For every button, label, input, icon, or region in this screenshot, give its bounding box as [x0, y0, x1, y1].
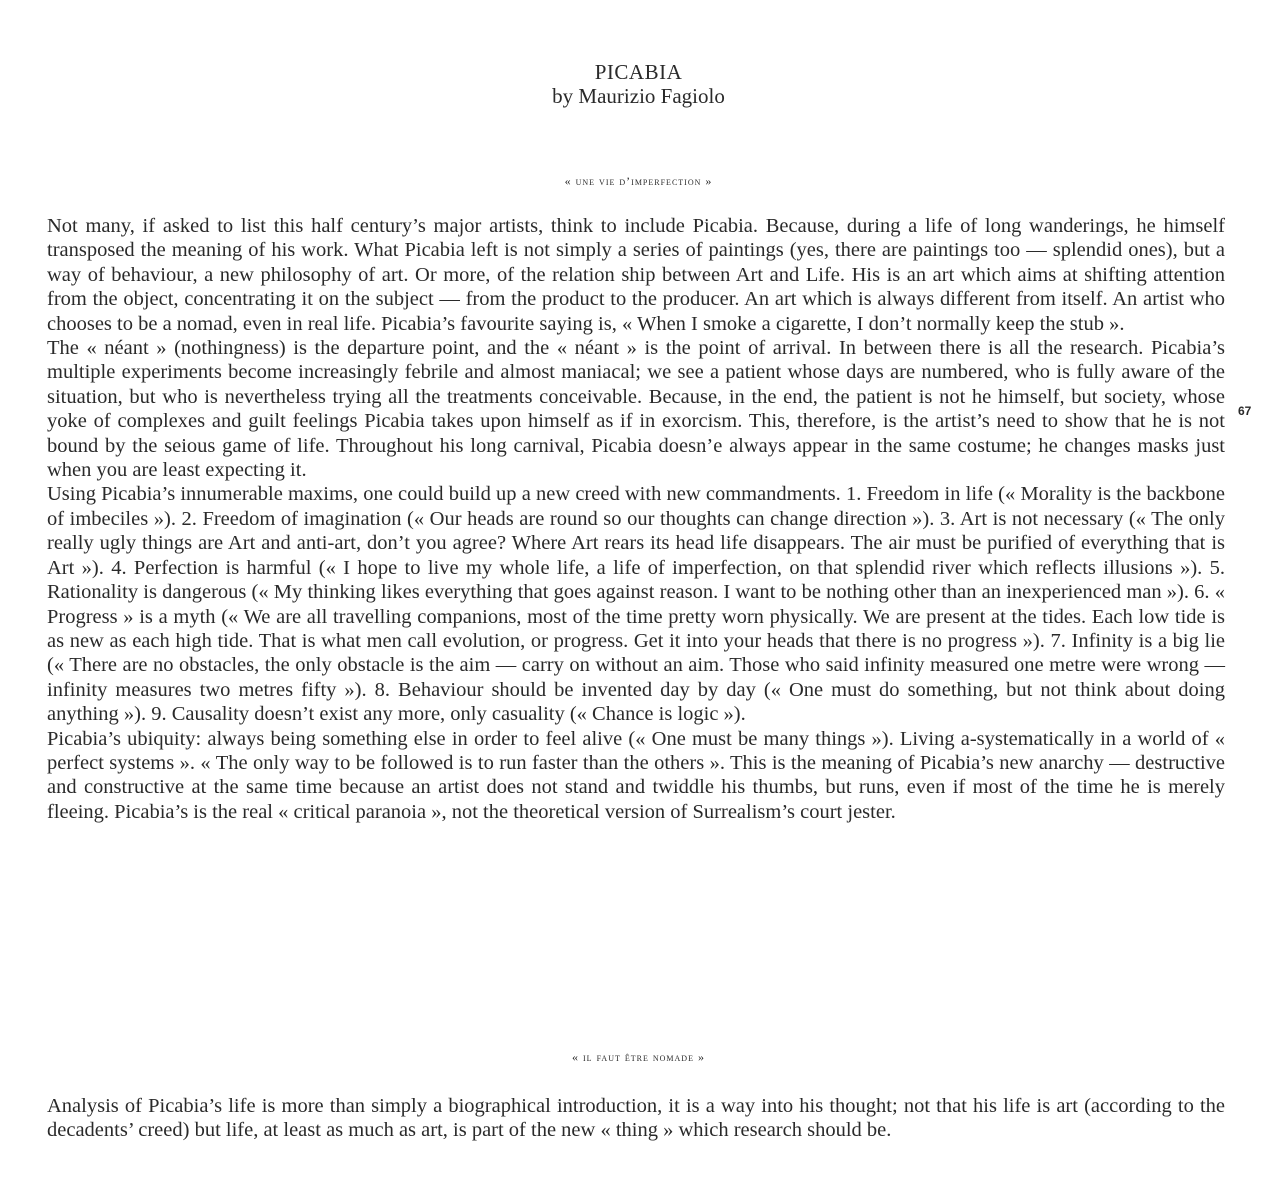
section-heading-1: « une vie d’imperfection » [564, 174, 713, 188]
article-header [0, 60, 1277, 108]
section-2-body [47, 1094, 1225, 1143]
article-title: PICABIA [594, 60, 683, 84]
page-number: 67 [1238, 404, 1252, 418]
paragraph: The « néant » (nothingness) is the departure point, and the « néant » is the point of arrival. In between there is all the research. Picabia’s multiple experiments become increasingly febrile and almost maniacal; we see a patient whose days are numbered, who is fully aware of the situation, but who is nevertheless trying all the treatments conceivable. Because, in the end, the patient is not he himself, but society, whose yoke of complexes and guilt feelings Picabia takes upon himself as if in exorcism. This, therefore, is the artist’s need to show that he is not bound by the seious game of life. Throughout his long carnival, Picabia doesn’e always appear in the same costume; he changes masks just when you are least expecting it. [47, 337, 1225, 482]
section-1-body [47, 214, 1225, 824]
paragraph: Picabia’s ubiquity: always being something else in order to feel alive (« One must be many things »). Living a-systematically in a world of « perfect systems ». « The only way to be followed is to run faster than the others ». This is the meaning of Picabia’s new anarchy — destructive and constructive at the same time because an artist does not stand and twiddle his thumbs, but runs, even if most of the time he is merely fleeing. Picabia’s is the real « critical paranoia », not the theoretical version of Surrealism’s court jester. [47, 727, 1225, 823]
article-byline: by Maurizio Fagiolo [552, 84, 725, 108]
paragraph: Using Picabia’s innumerable maxims, one could build up a new creed with new commandments. 1. Freedom in life (« Morality is the backbone of imbeciles »). 2. Freedom of imagination (« Our heads are round so our thoughts can change direction »). 3. Art is not necessary (« The only really ugly things are Art and anti-art, don’t you agree? Where Art rears its head life disappears. The air must be purified of everything that is Art »). 4. Perfection is harmful (« I hope to live my whole life, a life of imperfection, on that splendid river which reflects illusions »). 5. Rationality is dangerous (« My thinking likes everything that goes against reason. I want to be nothing other than an inexperienced man »). 6. « Progress » is a myth (« We are all travelling companions, most of the time pretty worn physically. We are present at the tides. Each low tide is as new as each high tide. That is what men call evolution, or progress. Get it into your heads that there is no progress »). 7. Infinity is a big lie (« There are no obstacles, the only obstacle is the aim — carry on without an aim. Those who said infinity measured one metre were wrong — infinity measures two metres fifty »). 8. Behaviour should be invented day by day (« One must do something, but not think about doing anything »). 9. Causality doesn’t exist any more, only casuality (« Chance is logic »). [47, 483, 1225, 726]
section-heading-2: « il faut être nomade » [572, 1050, 705, 1064]
paragraph: Not many, if asked to list this half century’s major artists, think to include Picabia. Because, during a life of long wanderings, he himself transposed the meaning of his work. What Picabia left is not simply a series of paintings (yes, there are paintings too — splendid ones), but a way of behaviour, a new philosophy of art. Or more, of the relation ship between Art and Life. His is an art which aims at shifting attention from the object, concentrating it on the subject — from the product to the producer. An art which is always different from itself. An artist who chooses to be a nomad, even in real life. Picabia’s favourite saying is, « When I smoke a cigarette, I don’t normally keep the stub ». [47, 215, 1225, 335]
paragraph: Analysis of Picabia’s life is more than simply a biographical introduction, it is a way into his thought; not that his life is art (according to the decadents’ creed) but life, at least as much as art, is part of the new « thing » which research should be. [47, 1095, 1225, 1142]
